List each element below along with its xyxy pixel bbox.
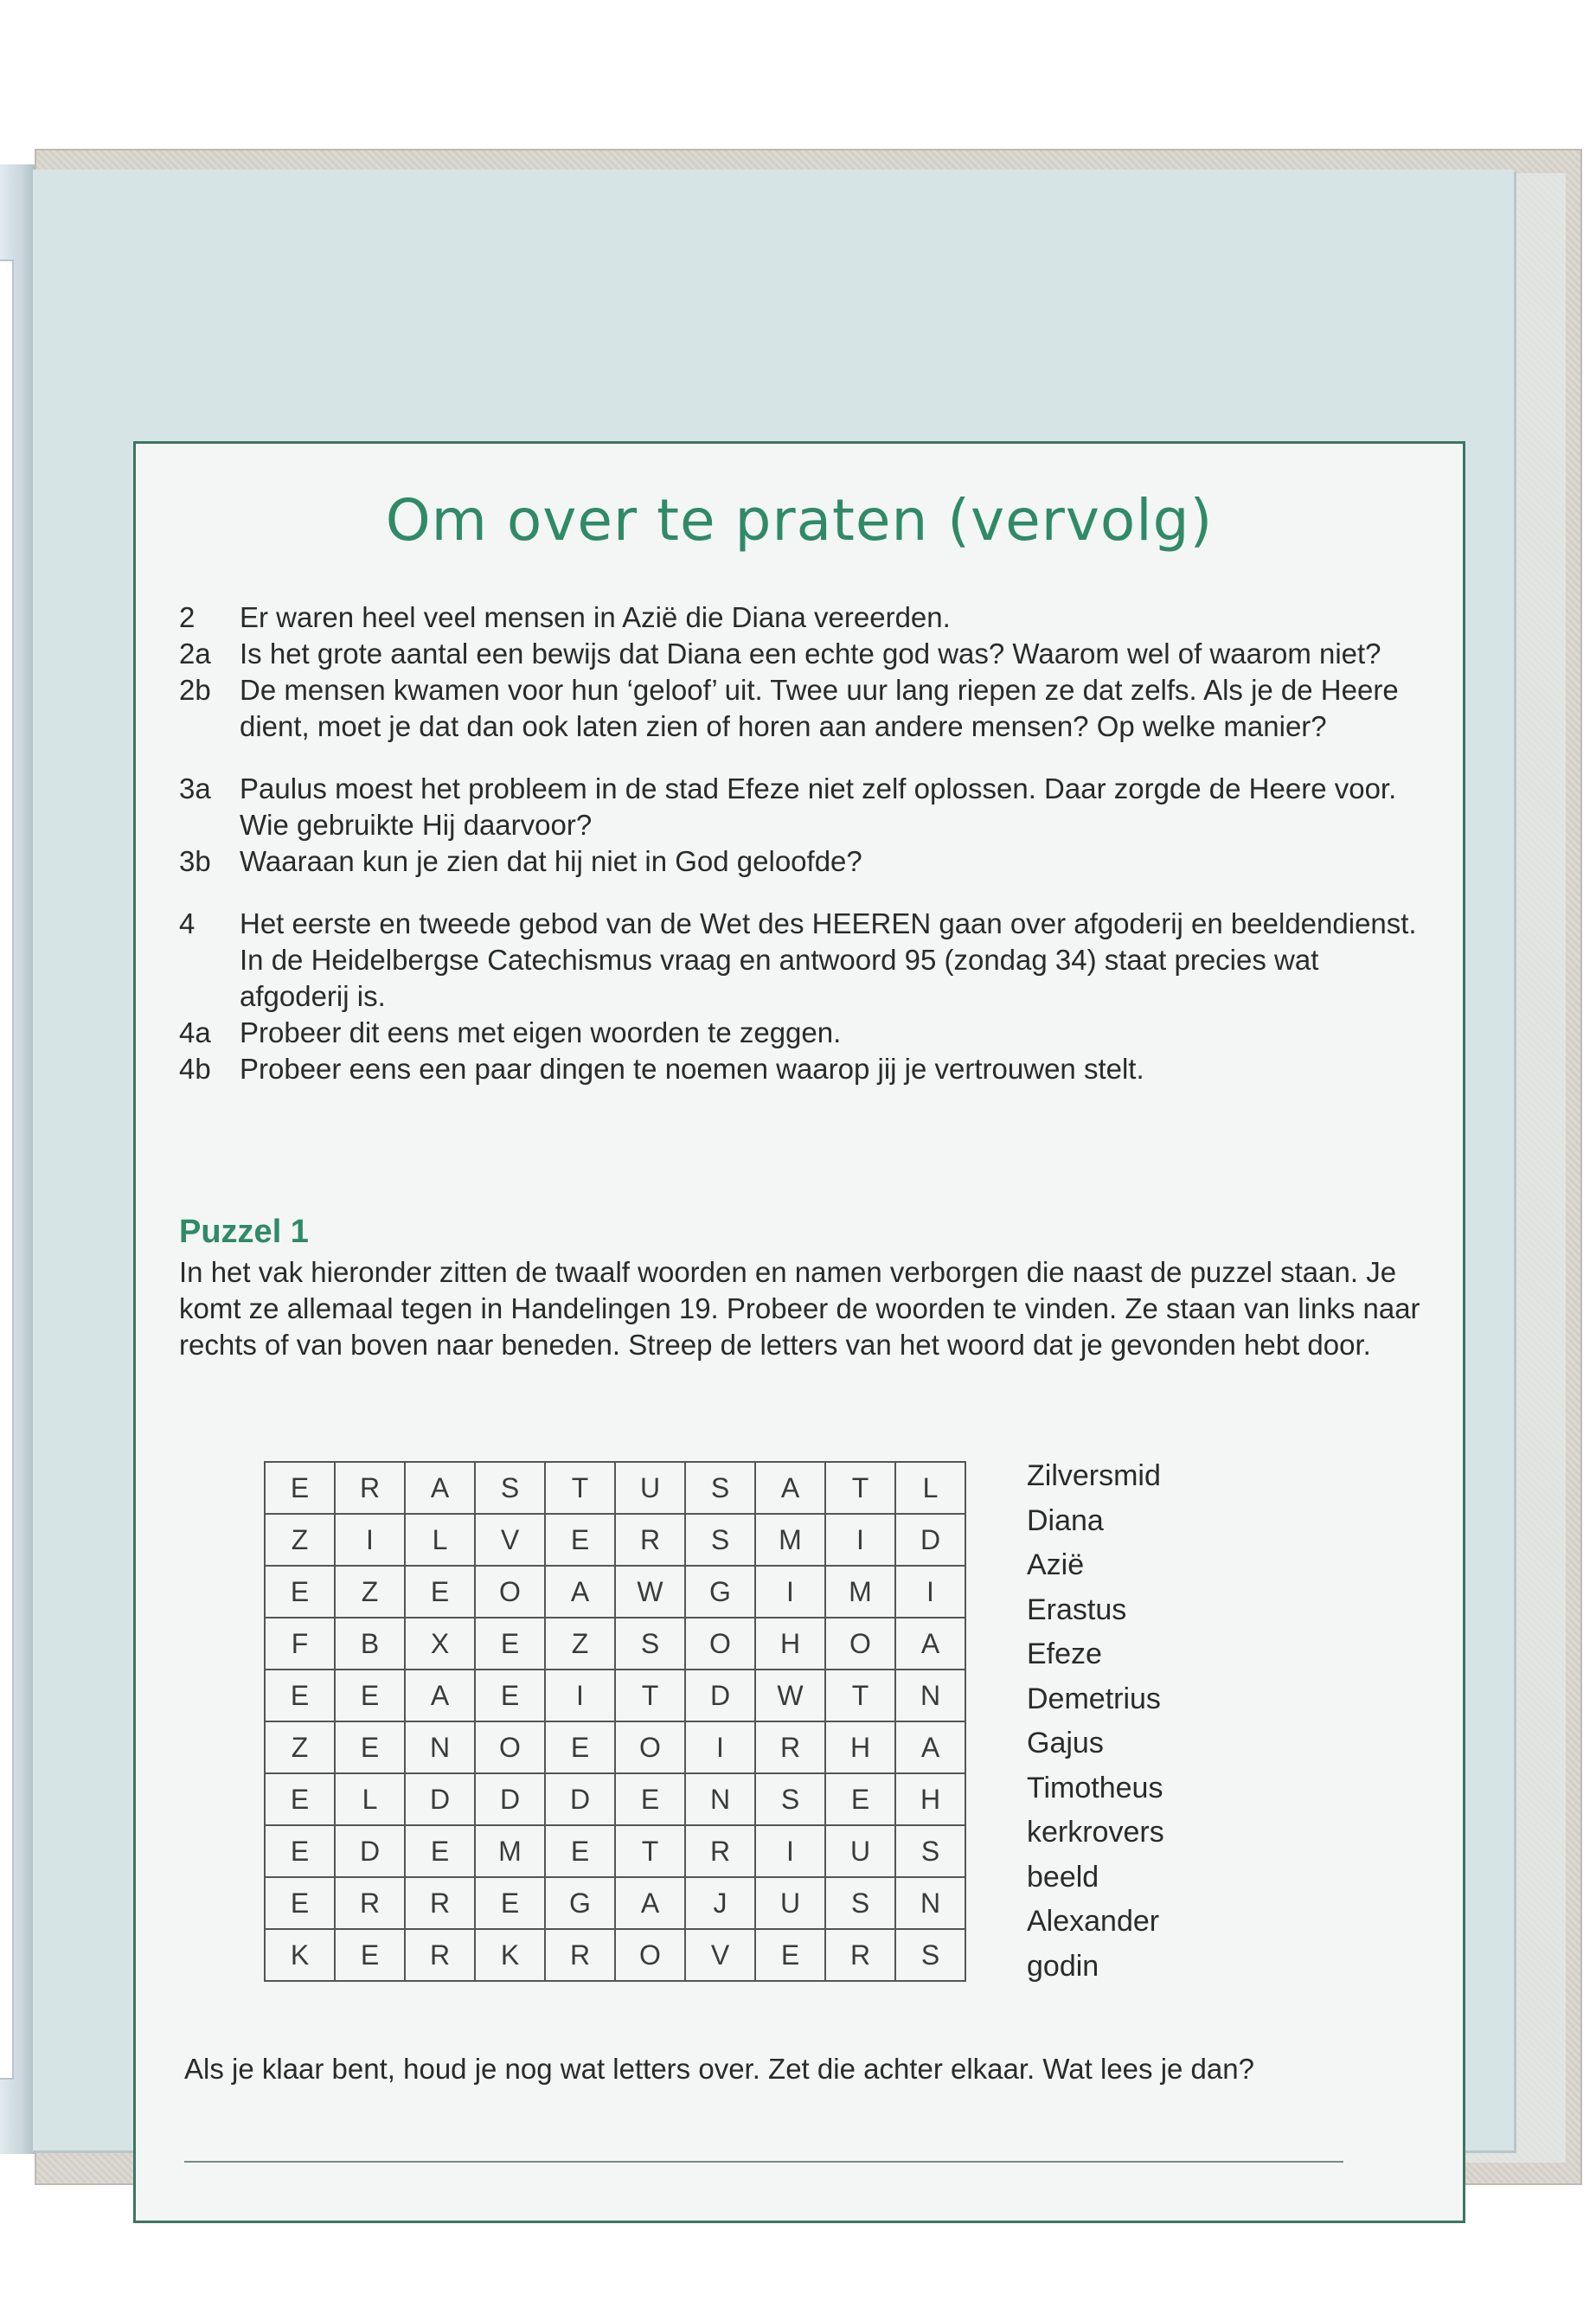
grid-cell[interactable]: O — [615, 1929, 685, 1981]
grid-cell[interactable]: R — [685, 1825, 755, 1877]
question-text: Probeer eens een paar dingen te noemen waarop jij je vertrouwen stelt. — [240, 1053, 1144, 1085]
grid-cell[interactable]: Z — [545, 1618, 615, 1670]
word-list-item: Efeze — [1027, 1638, 1102, 1670]
grid-cell[interactable]: S — [685, 1462, 755, 1514]
grid-cell[interactable]: O — [475, 1566, 545, 1618]
grid-cell[interactable]: T — [825, 1462, 895, 1514]
question-number: 3a — [179, 772, 211, 804]
grid-cell[interactable]: E — [615, 1773, 685, 1825]
grid-cell[interactable]: L — [335, 1773, 405, 1825]
question-text: Probeer dit eens met eigen woorden te zeggen. — [240, 1016, 842, 1048]
grid-cell[interactable]: A — [615, 1877, 685, 1929]
grid-cell[interactable]: S — [475, 1462, 545, 1514]
question-2 — [179, 599, 1425, 636]
grid-cell[interactable]: F — [265, 1618, 335, 1670]
word-list-item: Timotheus — [1027, 1771, 1163, 1804]
word-list — [1027, 1454, 1164, 1989]
word-list-item: Alexander — [1027, 1905, 1160, 1938]
grid-cell[interactable]: A — [405, 1670, 475, 1721]
grid-cell[interactable]: E — [335, 1721, 405, 1773]
grid-cell[interactable]: R — [545, 1929, 615, 1981]
question-number: 2 — [179, 601, 195, 633]
grid-row — [265, 1877, 965, 1929]
grid-cell[interactable]: N — [685, 1773, 755, 1825]
grid-row — [265, 1721, 965, 1773]
grid-row — [265, 1773, 965, 1825]
question-number: 3b — [179, 845, 211, 877]
grid-row — [265, 1462, 965, 1514]
grid-cell[interactable]: E — [265, 1877, 335, 1929]
grid-cell[interactable]: S — [755, 1773, 825, 1825]
grid-cell[interactable]: R — [335, 1462, 405, 1514]
question-text: Is het grote aantal een bewijs dat Diana een echte god was? Waarom wel of waarom niet? — [240, 638, 1381, 670]
grid-cell[interactable]: I — [895, 1566, 965, 1618]
grid-cell[interactable]: E — [335, 1670, 405, 1721]
grid-cell[interactable]: E — [475, 1618, 545, 1670]
grid-cell[interactable]: H — [825, 1721, 895, 1773]
grid-cell[interactable]: S — [685, 1514, 755, 1566]
question-number: 4b — [179, 1053, 211, 1085]
grid-cell[interactable]: O — [825, 1618, 895, 1670]
grid-cell[interactable]: D — [405, 1773, 475, 1825]
grid-cell[interactable]: O — [475, 1721, 545, 1773]
grid-cell[interactable]: T — [545, 1462, 615, 1514]
spacer — [179, 745, 1425, 771]
grid-cell[interactable]: K — [265, 1929, 335, 1981]
question-number: 4 — [179, 907, 195, 939]
question-4a — [179, 1015, 1425, 1051]
word-list-item: Gajus — [1027, 1727, 1104, 1759]
grid-cell[interactable]: U — [825, 1825, 895, 1877]
question-list — [179, 599, 1425, 1087]
grid-cell[interactable]: S — [895, 1825, 965, 1877]
grid-cell[interactable]: E — [265, 1566, 335, 1618]
grid-cell[interactable]: U — [615, 1462, 685, 1514]
grid-cell[interactable]: O — [685, 1618, 755, 1670]
question-text: De mensen kwamen voor hun ‘geloof’ uit. Twee uur lang riepen ze dat zelfs. Als je de Heere dient, moet je dat dan ook laten zien of horen aan andere mensen? Op welke manier? — [240, 674, 1399, 742]
grid-cell[interactable]: X — [405, 1618, 475, 1670]
grid-cell[interactable]: I — [825, 1514, 895, 1566]
grid-cell[interactable]: D — [895, 1514, 965, 1566]
grid-cell[interactable]: H — [895, 1773, 965, 1825]
grid-cell[interactable]: E — [545, 1514, 615, 1566]
question-3b — [179, 843, 1425, 880]
grid-cell[interactable]: E — [405, 1566, 475, 1618]
grid-cell[interactable]: L — [895, 1462, 965, 1514]
word-search-grid — [264, 1461, 966, 1982]
grid-cell[interactable]: A — [405, 1462, 475, 1514]
grid-cell[interactable]: I — [755, 1566, 825, 1618]
grid-cell[interactable]: E — [265, 1670, 335, 1721]
grid-cell[interactable]: D — [335, 1825, 405, 1877]
grid-cell[interactable]: E — [265, 1773, 335, 1825]
grid-cell[interactable]: W — [615, 1566, 685, 1618]
grid-cell[interactable]: E — [475, 1670, 545, 1721]
grid-cell[interactable]: I — [335, 1514, 405, 1566]
grid-cell[interactable]: E — [475, 1877, 545, 1929]
grid-row — [265, 1618, 965, 1670]
content-frame — [133, 441, 1465, 2223]
grid-cell[interactable]: Z — [265, 1721, 335, 1773]
grid-row — [265, 1670, 965, 1721]
grid-cell[interactable]: D — [475, 1773, 545, 1825]
grid-cell[interactable]: Z — [335, 1566, 405, 1618]
word-list-item: Diana — [1027, 1503, 1104, 1537]
grid-row — [265, 1825, 965, 1877]
question-2b — [179, 672, 1425, 745]
question-text: Waaraan kun je zien dat hij niet in God geloofde? — [240, 845, 862, 877]
grid-cell[interactable]: E — [265, 1825, 335, 1877]
grid-cell[interactable]: R — [755, 1721, 825, 1773]
grid-cell[interactable]: A — [755, 1462, 825, 1514]
grid-cell[interactable]: E — [405, 1825, 475, 1877]
grid-cell[interactable]: E — [545, 1825, 615, 1877]
question-text: Paulus moest het probleem in de stad Efeze niet zelf oplossen. Daar zorgde de Heere voor. Wie gebruikte Hij daarvoor? — [240, 772, 1397, 841]
puzzle-heading: Puzzel 1 — [179, 1214, 309, 1250]
grid-cell[interactable]: R — [335, 1877, 405, 1929]
grid-cell[interactable]: W — [755, 1670, 825, 1721]
grid-cell[interactable]: I — [755, 1825, 825, 1877]
spacer — [179, 880, 1425, 906]
word-list-item: Demetrius — [1027, 1682, 1161, 1715]
grid-cell[interactable]: U — [755, 1877, 825, 1929]
word-list-item: Azië — [1027, 1548, 1085, 1581]
grid-cell[interactable]: L — [405, 1514, 475, 1566]
grid-cell[interactable]: N — [405, 1721, 475, 1773]
word-list-item: godin — [1027, 1949, 1099, 1983]
question-text: Het eerste en tweede gebod van de Wet des HEEREN gaan over afgoderij en beeldendienst. In de Heidelbergse Catechismus vraag en antwoord 95 (zondag 34) staat precies wat afgoderij is. — [240, 907, 1417, 1012]
question-4 — [179, 906, 1425, 1015]
word-list-item: Erastus — [1027, 1593, 1127, 1626]
question-number: 4a — [179, 1016, 211, 1048]
question-4b — [179, 1051, 1425, 1087]
grid-cell[interactable]: A — [545, 1566, 615, 1618]
grid-cell[interactable]: Z — [265, 1514, 335, 1566]
grid-row — [265, 1566, 965, 1618]
grid-cell[interactable]: S — [615, 1618, 685, 1670]
grid-cell[interactable]: S — [895, 1929, 965, 1981]
answer-line[interactable] — [184, 2161, 1343, 2163]
grid-cell[interactable]: I — [545, 1670, 615, 1721]
grid-cell[interactable]: A — [895, 1618, 965, 1670]
grid-row — [265, 1514, 965, 1566]
grid-cell[interactable]: E — [545, 1721, 615, 1773]
grid-cell[interactable]: E — [265, 1462, 335, 1514]
word-list-item: beeld — [1027, 1860, 1099, 1894]
grid-cell[interactable]: E — [755, 1929, 825, 1981]
grid-cell[interactable]: K — [475, 1929, 545, 1981]
grid-cell[interactable]: R — [405, 1877, 475, 1929]
grid-row — [265, 1929, 965, 1981]
grid-cell[interactable]: M — [755, 1514, 825, 1566]
grid-cell[interactable]: R — [405, 1929, 475, 1981]
previous-page-edge — [0, 260, 14, 2080]
grid-cell[interactable]: V — [685, 1929, 755, 1981]
grid-cell[interactable]: S — [825, 1877, 895, 1929]
grid-cell[interactable]: N — [895, 1670, 965, 1721]
question-3a — [179, 771, 1425, 843]
grid-cell[interactable]: D — [545, 1773, 615, 1825]
grid-cell[interactable]: E — [825, 1773, 895, 1825]
question-text: Er waren heel veel mensen in Azië die Diana vereerden. — [240, 601, 951, 633]
word-list-item: Zilversmid — [1027, 1459, 1161, 1492]
grid-cell[interactable]: E — [335, 1929, 405, 1981]
grid-cell[interactable]: T — [825, 1670, 895, 1721]
grid-cell[interactable]: M — [825, 1566, 895, 1618]
grid-cell[interactable]: R — [615, 1514, 685, 1566]
page-title: Om over te praten (vervolg) — [385, 487, 1214, 554]
grid-cell[interactable]: H — [755, 1618, 825, 1670]
grid-cell[interactable]: I — [685, 1721, 755, 1773]
grid-cell[interactable]: T — [615, 1825, 685, 1877]
grid-cell[interactable]: D — [685, 1670, 755, 1721]
word-list-item: kerkrovers — [1027, 1816, 1164, 1849]
question-number: 2b — [179, 674, 211, 706]
grid-cell[interactable]: R — [825, 1929, 895, 1981]
grid-cell[interactable]: G — [545, 1877, 615, 1929]
grid-cell[interactable]: G — [685, 1566, 755, 1618]
question-2a — [179, 636, 1425, 672]
question-number: 2a — [179, 638, 211, 670]
grid-cell[interactable]: B — [335, 1618, 405, 1670]
grid-cell[interactable]: V — [475, 1514, 545, 1566]
grid-cell[interactable]: O — [615, 1721, 685, 1773]
page — [33, 170, 1514, 2150]
grid-cell[interactable]: M — [475, 1825, 545, 1877]
grid-cell[interactable]: A — [895, 1721, 965, 1773]
final-question: Als je klaar bent, houd je nog wat letters over. Zet die achter elkaar. Wat lees je dan? — [184, 2053, 1254, 2085]
grid-cell[interactable]: J — [685, 1877, 755, 1929]
puzzle-instructions: In het vak hieronder zitten de twaalf woorden en namen verborgen die naast de puzzel staan. Je komt ze allemaal tegen in Handelingen 19. Probeer de woorden te vinden. Ze staan van links naar rechts of van boven naar beneden. Streep de letters van het woord dat je gevonden hebt door. — [179, 1256, 1420, 1361]
grid-cell[interactable]: N — [895, 1877, 965, 1929]
grid-cell[interactable]: T — [615, 1670, 685, 1721]
